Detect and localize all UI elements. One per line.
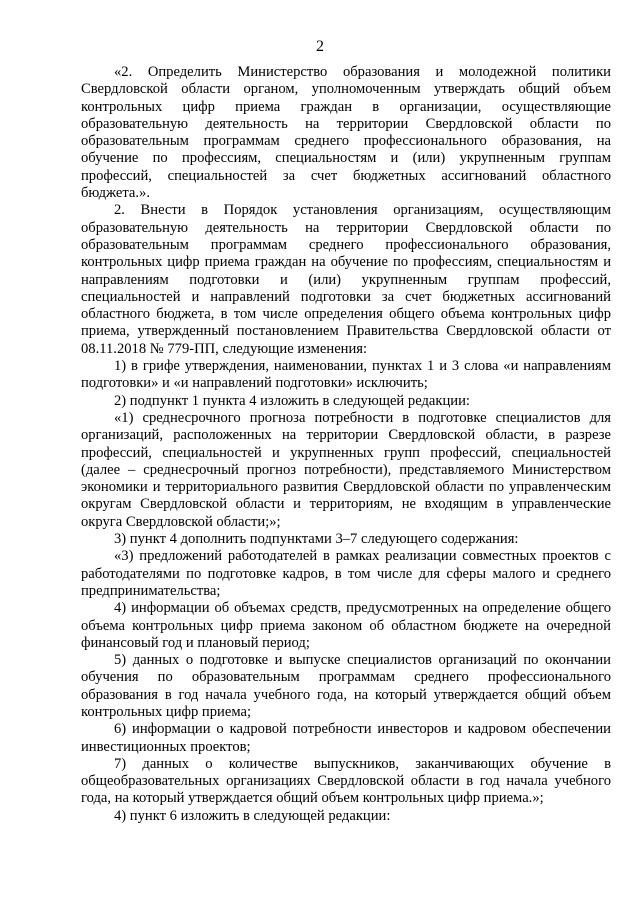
paragraph-clause-2-definition: «2. Определить Министерство образования и молодежной политики Свердловской области органом, уполномоченным утверждать общий объем контрольных цифр приема граждан в организации, осуществляющие образовательную деятельность на территории Свердловской области по образовательным программам среднего профессионального образования, на обучение по профессиям, специальностям и (или) укрупненным группам профессий, специальностей за счет бюджетных ассигнований областного бюджета.».: [81, 64, 611, 202]
page-number: 2: [316, 38, 324, 55]
paragraph-item-3: 3) пункт 4 дополнить подпунктами 3–7 следующего содержания:: [114, 531, 519, 548]
paragraph-item-1: 1) в грифе утверждения, наименовании, пунктах 1 и 3 слова «и направлениям подготовки» и «и направлений подготовки» исключить;: [81, 358, 611, 392]
document-body: [81, 64, 611, 825]
paragraph-subitem-5: 5) данных о подготовке и выпуске специалистов организаций по окончании обучения по образовательным программам среднего профессионального образования в год начала учебного года, на который утверждается общий объем контрольных цифр приема;: [81, 652, 611, 720]
paragraph-item-4: 4) пункт 6 изложить в следующей редакции:: [114, 807, 391, 824]
paragraph-item-2: 2) подпункт 1 пункта 4 изложить в следующей редакции:: [114, 392, 470, 409]
paragraph-subitem-7: 7) данных о количестве выпускников, заканчивающих обучение в общеобразовательных организациях Свердловской области в год начала учебного года, на который утверждается общий объем контрольных цифр приема.»;: [81, 755, 611, 807]
paragraph-amend-procedure: 2. Внести в Порядок установления организациям, осуществляющим образовательную деятельность на территории Свердловской области по образовательным программам среднего профессионального образования, контрольных цифр приема граждан на обучение по профессиям, специальностям и направлениям подготовки и (или) укрупненным группам профессий, специальностей и направлений подготовки за счет бюджетных ассигнований областного бюджета, в том числе определения общего объема контрольных цифр приема, утвержденный постановлением Правительства Свердловской области от 08.11.2018 № 779-ПП, следующие изменения:: [81, 202, 611, 357]
paragraph-subitem-3: «3) предложений работодателей в рамках реализации совместных проектов с работодателями по подготовке кадров, в том числе для сферы малого и среднего предпринимательства;: [81, 548, 611, 599]
paragraph-subitem-6: 6) информации о кадровой потребности инвесторов и кадровом обеспечении инвестиционных проектов;: [81, 721, 611, 755]
paragraph-subitem-1-text: «1) среднесрочного прогноза потребности в подготовке специалистов для организаций, расположенных на территории Свердловской области, в разрезе профессий, специальностей и укрупненных групп профессий, специальностей (далее – среднесрочный прогноз потребности), представляемого Министерством экономики и территориального развития Свердловской области по управленческим округам Свердловской области и территориям, не входящим в управленческие округа Свердловской области;»;: [81, 409, 611, 530]
paragraph-subitem-4: 4) информации об объемах средств, предусмотренных на определение общего объема контрольных цифр приема законом об областном бюджете на очередной финансовый год и плановый период;: [81, 600, 611, 651]
